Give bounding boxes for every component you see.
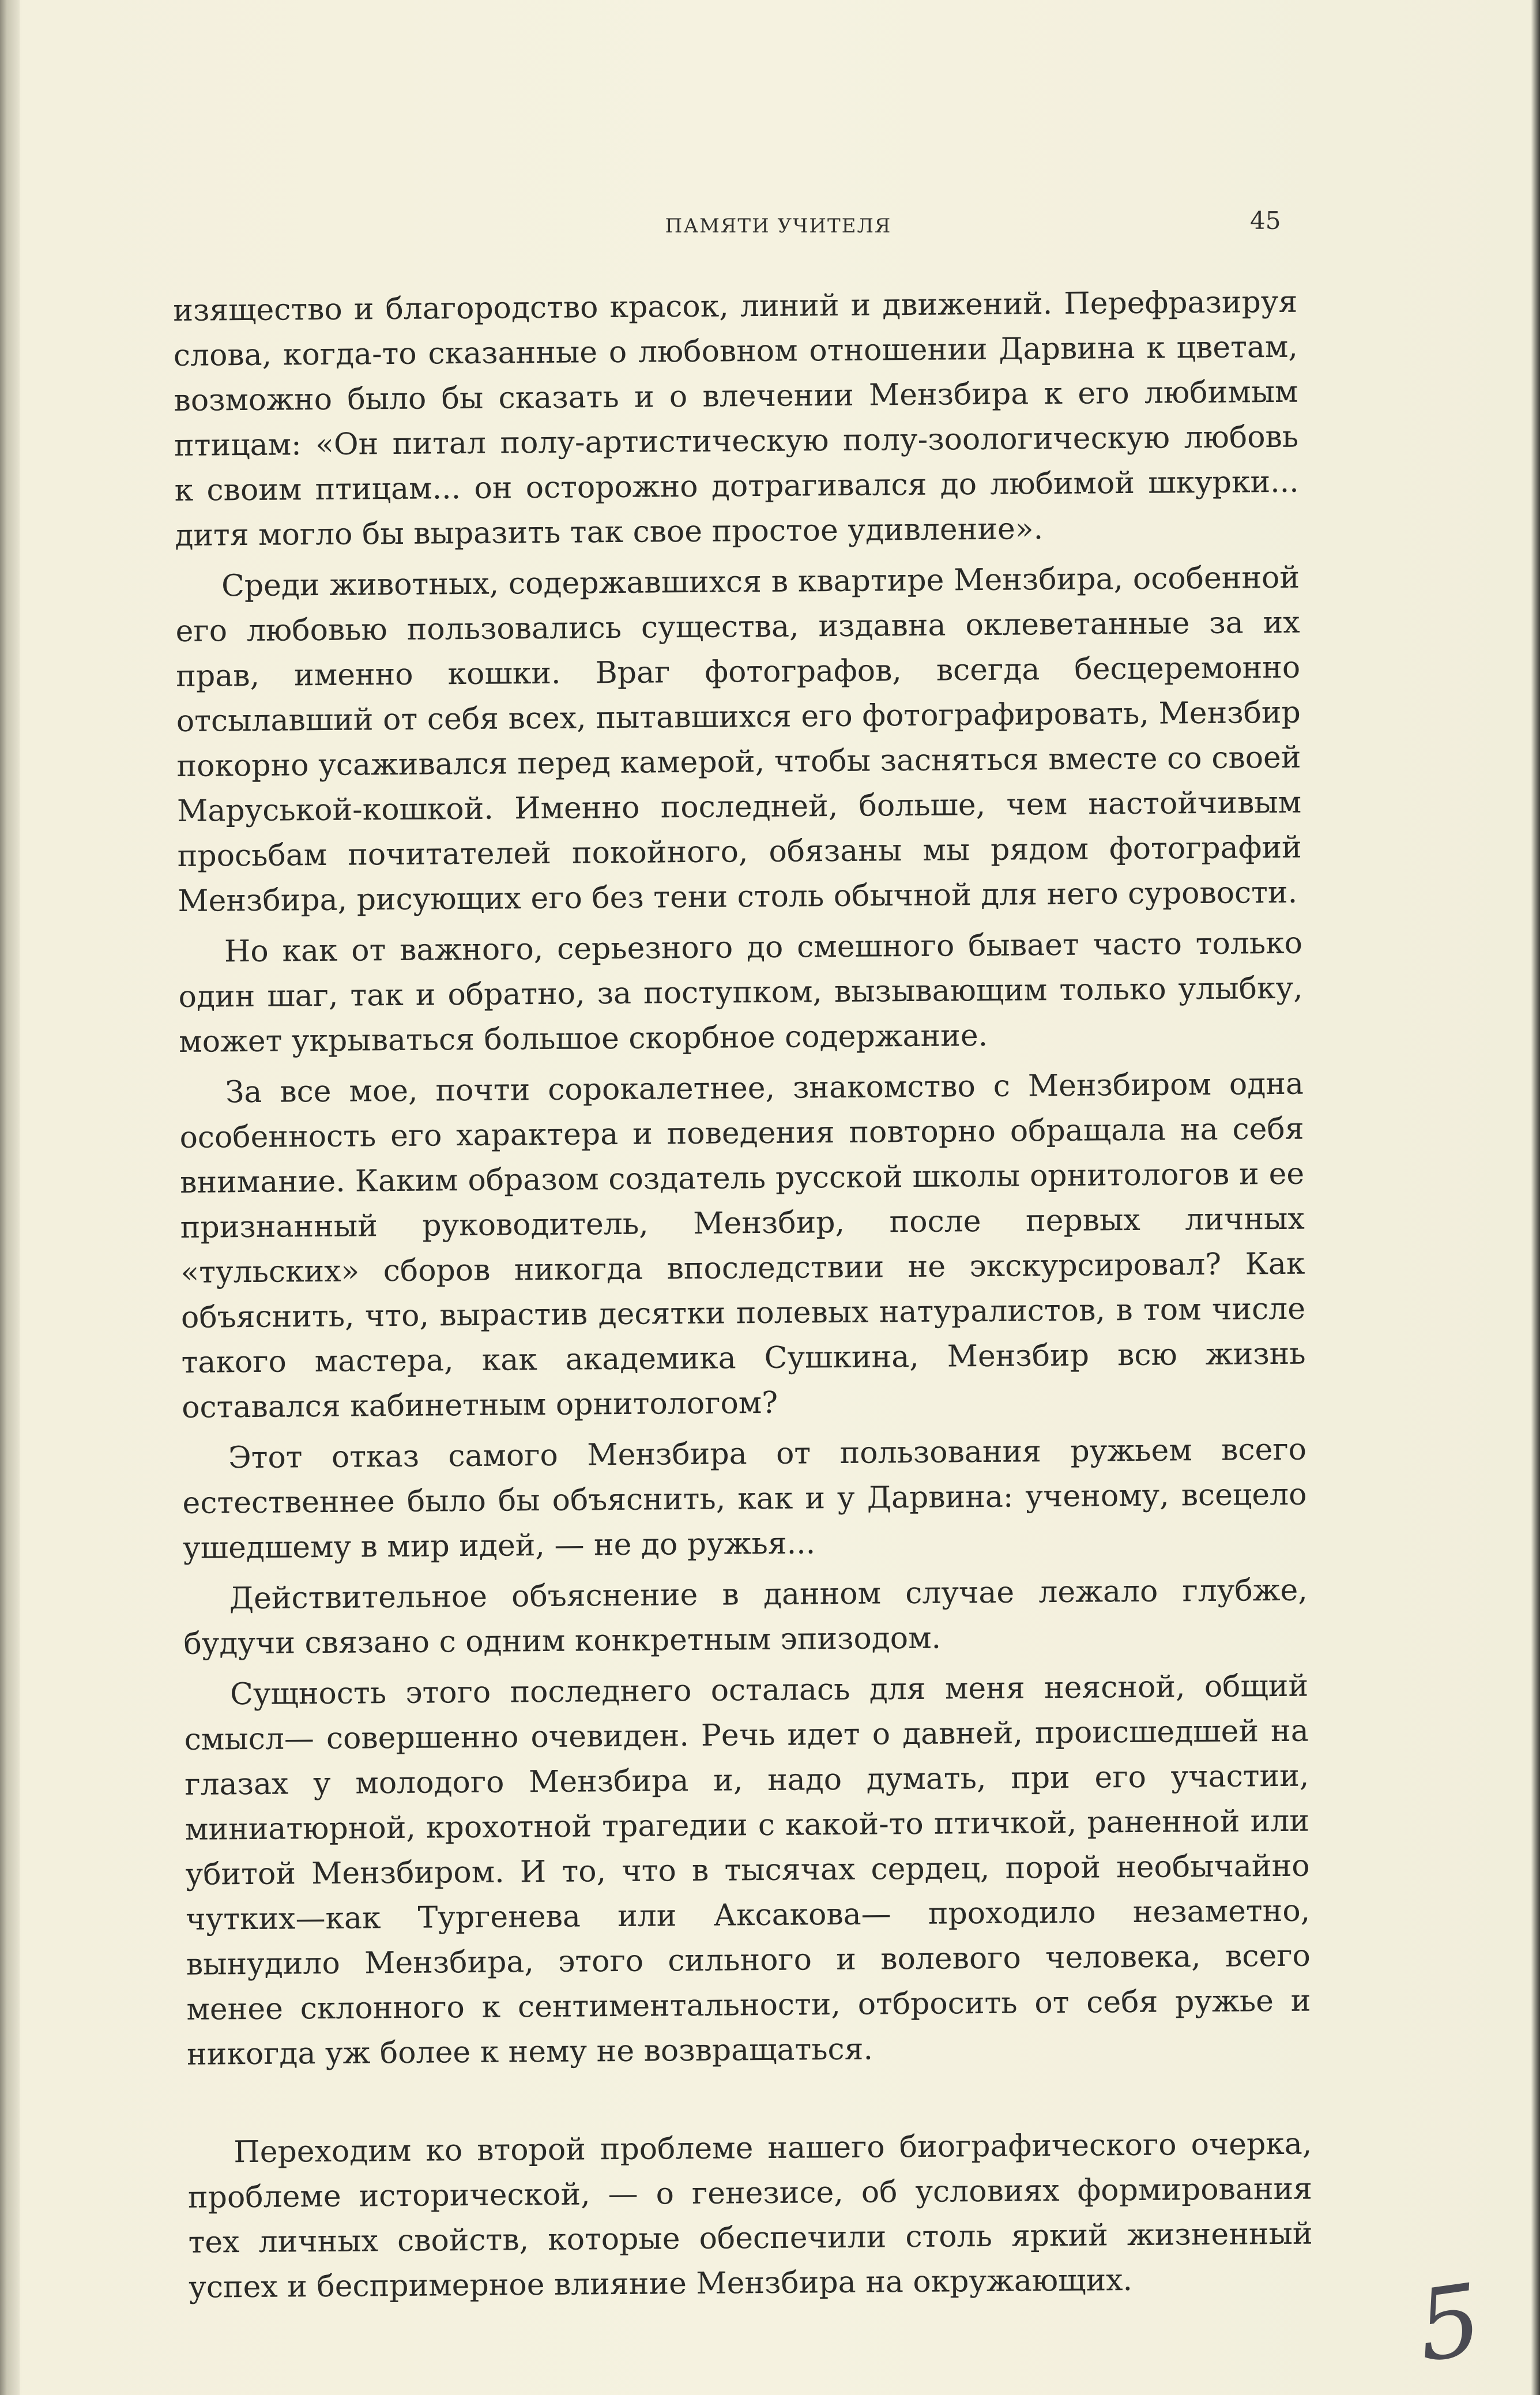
paragraph-2: Среди животных, содержавшихся в квартире Мензбира, особенной его любовью пользовались существа, издавна оклеветанные за их прав, именно кошки. Враг фотографов, всегда бесцеремонно отсылавший от себя всех, пытавшихся его фотографировать, Мензбир покорно усаживался перед камерой, чтобы засняться вместе со своей Маруськой-кошкой. Именно последней, больше, чем настойчивым просьбам почитателей покойного, обязаны мы рядом фотографий Мензбира, рисующих его без тени столь обычной для него суровости.	[175, 560, 1302, 919]
paragraph-1: изящество и благородство красок, линий и движений. Перефразируя слова, когда-то сказанные о любовном отношении Дарвина к цветам, возможно было бы сказать и о влечении Мензбира к его любимым птицам: «Он питал полу-артистическую полу-зоологическую любовь к своим птицам... он осторожно дотрагивался до любимой шкурки... дитя могло бы выразить так свое простое удивление».	[173, 284, 1299, 553]
paragraph-4: За все мое, почти сорокалетнее, знакомство с Мензбиром одна особенность его характера и поведения повторно обращала на себя внимание. Каким образом создатель русской школы орнитологов и ее признанный руководитель, Мензбир, после первых личных «тульских» сборов никогда впоследствии не экскурсировал? Как объяснить, что, вырастив десятки полевых натуралистов, в том числе такого мастера, как академика Сушкина, Мензбир всю жизнь оставался кабинетным орнитологом?	[179, 1066, 1306, 1425]
paragraph-8: Переходим ко второй проблеме нашего биографического очерка, проблеме исторической, — о генезисе, об условиях формирования тех личных свойств, которые обеспечили столь яркий жизненный успех и беспримерное влияние Мензбира на окружающих.	[187, 2126, 1313, 2305]
page-number: 45	[1250, 206, 1281, 235]
page-right-edge	[1531, 0, 1540, 2395]
paragraph-5: Этот отказ самого Мензбира от пользования ружьем всего естественнее было бы объяснить, как и у Дарвина: ученому, всецело ушедшему в мир идей, — не до ружья...	[182, 1432, 1307, 1566]
running-head: ПАМЯТИ УЧИТЕЛЯ	[665, 215, 892, 238]
paragraph-6: Действительное объяснение в данном случае лежало глубже, будучи связано с одним конкретным эпизодом.	[183, 1573, 1308, 1661]
paragraph-7: Сущность этого последнего осталась для меня неясной, общий смысл— совершенно очевиден. Речь идет о давней, происшедшей на глазах у молодого Мензбира и, надо думать, при его участии, миниатюрной, крохотной трагедии с какой-то птичкой, раненной или убитой Мензбиром. И то, что в тысячах сердец, порой необычайно чутких—как Тургенева или Аксакова— проходило незаметно, вынудило Мензбира, этого сильного и волевого человека, всего менее склонного к сентиментальности, отбросить от себя ружье и никогда уж более к нему не возвращаться.	[184, 1668, 1311, 2072]
paragraph-3: Но как от важного, серьезного до смешного бывает часто только один шаг, так и обратно, за поступком, вызывающим только улыбку, может укрываться большое скорбное содержание.	[178, 926, 1303, 1059]
handwritten-sheet-number: 5	[1410, 2262, 1489, 2385]
body-text	[173, 280, 1313, 2316]
page-left-edge	[0, 0, 20, 2395]
